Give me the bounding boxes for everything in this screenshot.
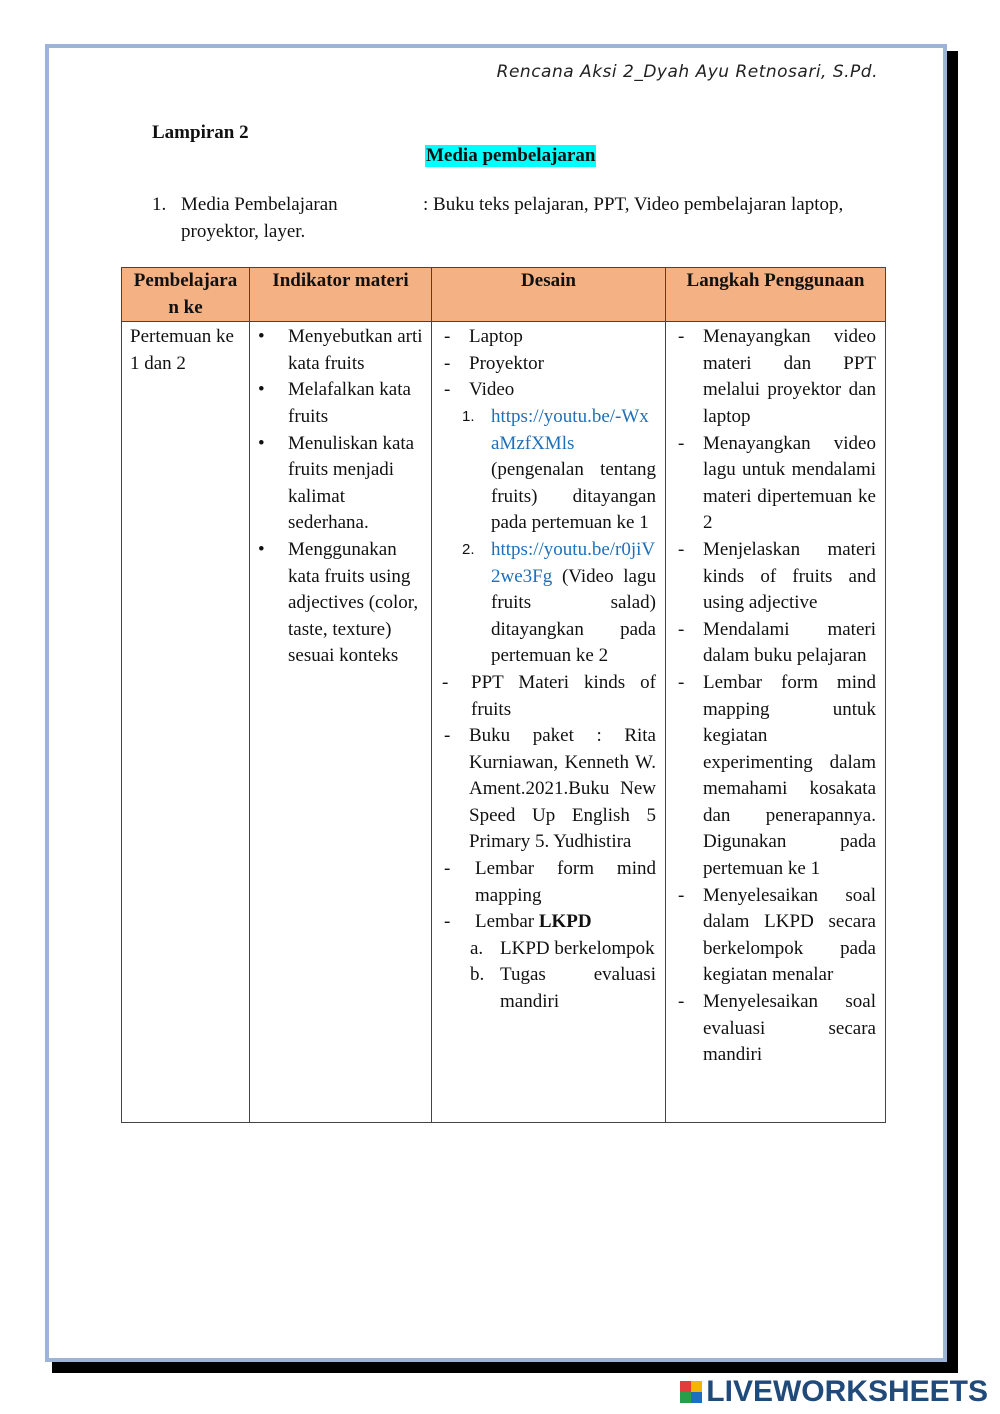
video-item-1: 1. https://youtu.be/-WxaMzfXMls (pengenalan tentang fruits) ditayangan pada pertemuan ke 1 bbox=[462, 405, 656, 534]
list-item: - Menyelesaikan soal evaluasi secara mandiri bbox=[678, 991, 876, 1066]
desain-buku: - Buku paket : Rita Kurniawan, Kenneth W. Ament.2021.Buku New Speed Up English 5 Primary 5. Yudhistira bbox=[444, 725, 656, 853]
table-row bbox=[122, 322, 886, 1123]
media-table bbox=[121, 267, 886, 1123]
lampiran-heading: Lampiran 2 bbox=[152, 122, 249, 143]
bullet-icon: • bbox=[258, 326, 265, 348]
video-link-2[interactable]: https://youtu.be/r0jiV2we3Fg bbox=[491, 538, 656, 587]
desain-proyektor: - Proyektor bbox=[444, 352, 544, 374]
cell-pertemuan bbox=[122, 322, 250, 1123]
video-link-1[interactable]: https://youtu.be/-WxaMzfXMls bbox=[491, 405, 649, 454]
bullet-icon: • bbox=[258, 538, 265, 560]
media-item-number: 1. bbox=[152, 194, 167, 215]
desain-video: - Video bbox=[444, 379, 515, 401]
media-item-continuation: proyektor, layer. bbox=[181, 221, 306, 242]
lkpd-item-b: b. Tugas evaluasi mandiri bbox=[470, 964, 656, 1013]
list-item: • Menggunakan kata fruits using adjectives (color, taste, texture) sesuai konteks bbox=[258, 538, 419, 667]
header-signature: Rencana Aksi 2_Dyah Ayu Retnosari, S.Pd. bbox=[496, 62, 878, 82]
desain-ppt: - PPT Materi kinds of fruits bbox=[442, 671, 656, 720]
header-pembelajaran-line1: Pembelajara bbox=[133, 270, 238, 291]
list-item: - Menjelaskan materi kinds of fruits and using adjective bbox=[678, 538, 876, 614]
brand-text: LIVEWORKSHEETS bbox=[706, 1375, 988, 1408]
list-item: - Menayangkan video materi dan PPT melalui proyektor dan laptop bbox=[678, 326, 876, 427]
list-item: - Menyelesaikan soal dalam LKPD secara berkelompok pada kegiatan menalar bbox=[678, 884, 876, 986]
desain-laptop: - Laptop bbox=[444, 326, 523, 348]
lkpd-item-a: a. LKPD berkelompok bbox=[470, 937, 655, 959]
list-item: • Menuliskan kata fruits menjadi kalimat sederhana. bbox=[258, 432, 415, 534]
cell-desain bbox=[432, 322, 666, 1123]
video-item-2: 2. https://youtu.be/r0jiV2we3Fg (Video lagu fruits salad) ditayangkan pada pertemuan ke 2 bbox=[462, 538, 656, 667]
list-item: - Lembar form mind mapping untuk kegiatan experimenting dalam memahami kosakata dan penerapannya. Digunakan pada pertemuan ke 1 bbox=[678, 671, 876, 880]
list-item: - Menayangkan video lagu untuk mendalami materi dipertemuan ke 2 bbox=[678, 432, 876, 534]
media-item-value: : Buku teks pelajaran, PPT, Video pembelajaran laptop, bbox=[423, 194, 844, 215]
header-indikator: Indikator materi bbox=[250, 268, 432, 322]
desain-lembar-lkpd: - Lembar LKPD bbox=[444, 911, 592, 933]
bullet-icon: • bbox=[258, 432, 265, 454]
brand-icon bbox=[680, 1381, 702, 1403]
cell-indikator bbox=[250, 322, 432, 1123]
list-item: • Melafalkan kata fruits bbox=[258, 379, 411, 427]
header-pembelajaran bbox=[122, 268, 250, 322]
header-pembelajaran-line2: n ke bbox=[168, 296, 203, 318]
media-title: Media pembelajaran bbox=[426, 145, 596, 166]
desain-lembar-form: - Lembar form mind mapping bbox=[444, 858, 656, 906]
media-item-label: Media Pembelajaran bbox=[181, 194, 338, 215]
table-header-row bbox=[122, 268, 886, 322]
list-item: • Menyebutkan arti kata fruits bbox=[258, 326, 423, 374]
list-item: - Mendalami materi dalam buku pelajaran bbox=[678, 618, 876, 667]
header-desain: Desain bbox=[432, 268, 666, 322]
liveworksheets-logo[interactable] bbox=[680, 1375, 988, 1409]
pertemuan-text: Pertemuan ke 1 dan 2 bbox=[130, 326, 234, 374]
header-langkah: Langkah Penggunaan bbox=[666, 268, 886, 322]
bullet-icon: • bbox=[258, 379, 265, 401]
cell-langkah bbox=[666, 322, 886, 1123]
